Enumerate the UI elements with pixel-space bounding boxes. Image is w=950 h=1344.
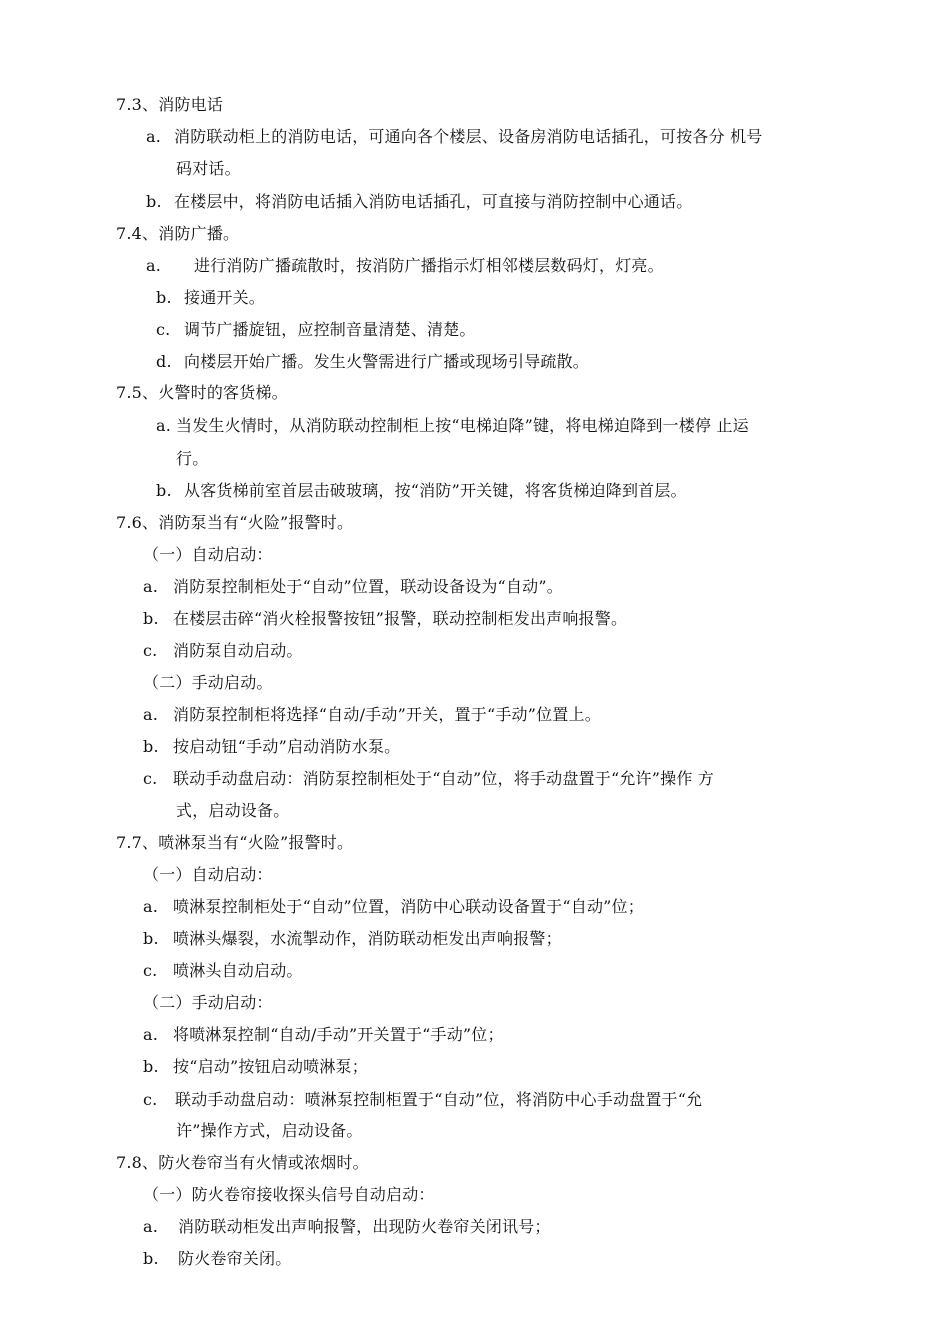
item-text: 消防联动柜上的消防电话，可通向各个楼层、设备房消防电话插孔，可按各分 机号 xyxy=(174,127,763,146)
item-text: 进行消防广播疏散时，按消防广播指示灯相邻楼层数码灯，灯亮。 xyxy=(194,256,664,275)
item-label: a. xyxy=(143,897,159,916)
item-continuation: 码对话。 xyxy=(176,159,241,178)
item-text: 联动手动盘启动：喷淋泵控制柜置于“自动”位，将消防中心手动盘置于“允 xyxy=(175,1090,703,1109)
list-item xyxy=(143,769,714,789)
list-item xyxy=(143,1025,504,1045)
item-label: c. xyxy=(143,1090,158,1109)
item-text: 按启动钮“手动”启动消防水泵。 xyxy=(173,737,401,756)
section-heading: 7.4、消防广播。 xyxy=(116,224,240,243)
list-item xyxy=(143,641,303,661)
item-text: 防火卷帘关闭。 xyxy=(178,1249,292,1268)
list-item xyxy=(143,961,303,981)
item-label: b. xyxy=(143,609,159,628)
item-label: b. xyxy=(146,192,162,211)
item-label: a. xyxy=(143,577,159,596)
list-item xyxy=(143,609,627,629)
item-label: a. xyxy=(143,1217,159,1236)
group-title: （一）自动启动： xyxy=(143,865,273,884)
group-title: （一）自动启动： xyxy=(143,545,273,564)
group-title: （二）手动启动： xyxy=(143,993,273,1012)
item-text: 将喷淋泵控制“自动/手动”开关置于“手动”位； xyxy=(173,1025,504,1044)
list-item xyxy=(143,705,601,725)
item-label: c. xyxy=(143,769,158,788)
item-label: d. xyxy=(156,352,172,371)
item-label: c. xyxy=(143,961,158,980)
item-text: 消防泵控制柜将选择“自动/手动”开关，置于“手动”位置上。 xyxy=(173,705,601,724)
item-label: b. xyxy=(156,481,172,500)
section-heading: 7.6、消防泵当有“火险”报警时。 xyxy=(116,513,354,532)
list-item xyxy=(156,352,589,372)
list-item xyxy=(156,481,687,501)
item-text: 当发生火情时，从消防联动控制柜上按“电梯迫降”键，将电梯迫降到一楼停 止运 xyxy=(176,416,749,435)
item-text: 消防联动柜发出声响报警，出现防火卷帘关闭讯号； xyxy=(178,1217,551,1236)
item-continuation: 许”操作方式，启动设备。 xyxy=(176,1121,363,1140)
item-text: 在楼层中，将消防电话插入消防电话插孔，可直接与消防控制中心通话。 xyxy=(174,192,693,211)
list-item xyxy=(143,1249,291,1269)
item-text: 喷淋泵控制柜处于“自动”位置，消防中心联动设备置于“自动”位； xyxy=(173,897,644,916)
item-text: 接通开关。 xyxy=(184,288,266,307)
section-heading: 7.8、防火卷帘当有火情或浓烟时。 xyxy=(116,1153,369,1172)
section-heading: 7.7、喷淋泵当有“火险”报警时。 xyxy=(116,833,354,852)
item-continuation: 式，启动设备。 xyxy=(176,801,290,820)
item-text: 调节广播旋钮，应控制音量清楚、清楚。 xyxy=(184,320,476,339)
item-label: b. xyxy=(143,1249,159,1268)
group-title: （二）手动启动。 xyxy=(143,673,273,692)
list-item xyxy=(146,256,664,276)
list-item xyxy=(143,737,400,757)
item-text: 联动手动盘启动：消防泵控制柜处于“自动”位，将手动盘置于“允许”操作 方 xyxy=(173,769,715,788)
list-item xyxy=(156,320,476,340)
item-text: 消防泵控制柜处于“自动”位置，联动设备设为“自动”。 xyxy=(173,577,563,596)
item-label: b. xyxy=(143,737,159,756)
item-label: c. xyxy=(156,320,171,339)
section-heading: 7.3、消防电话 xyxy=(116,95,224,114)
list-item xyxy=(156,416,749,436)
item-label: a. xyxy=(143,1025,159,1044)
item-text: 从客货梯前室首层击破玻璃，按“消防”开关键，将客货梯迫降到首层。 xyxy=(184,481,687,500)
item-text: 消防泵自动启动。 xyxy=(173,641,303,660)
list-item xyxy=(146,192,692,212)
item-label: a. xyxy=(146,256,162,275)
list-item xyxy=(156,288,265,308)
list-item xyxy=(143,577,563,597)
item-label: a. xyxy=(146,127,162,146)
item-text: 向楼层开始广播。发生火警需进行广播或现场引导疏散。 xyxy=(184,352,590,371)
item-text: 在楼层击碎“消火栓报警按钮”报警，联动控制柜发出声响报警。 xyxy=(173,609,628,628)
item-label: a. xyxy=(156,416,172,435)
list-item xyxy=(143,1057,368,1077)
item-text: 按“启动”按钮启动喷淋泵； xyxy=(173,1057,368,1076)
item-label: a. xyxy=(143,705,159,724)
list-item xyxy=(143,1090,702,1110)
item-text: 喷淋头爆裂，水流掣动作，消防联动柜发出声响报警； xyxy=(173,929,562,948)
list-item xyxy=(143,897,644,917)
section-heading: 7.5、火警时的客货梯。 xyxy=(116,383,288,402)
list-item xyxy=(143,929,562,949)
group-title: （一）防火卷帘接收探头信号自动启动： xyxy=(143,1185,435,1204)
item-label: c. xyxy=(143,641,158,660)
list-item xyxy=(143,1217,551,1237)
item-label: b. xyxy=(143,929,159,948)
item-text: 喷淋头自动启动。 xyxy=(173,961,303,980)
item-label: b. xyxy=(143,1057,159,1076)
list-item xyxy=(146,127,763,147)
item-label: b. xyxy=(156,288,172,307)
item-continuation: 行。 xyxy=(176,449,209,468)
